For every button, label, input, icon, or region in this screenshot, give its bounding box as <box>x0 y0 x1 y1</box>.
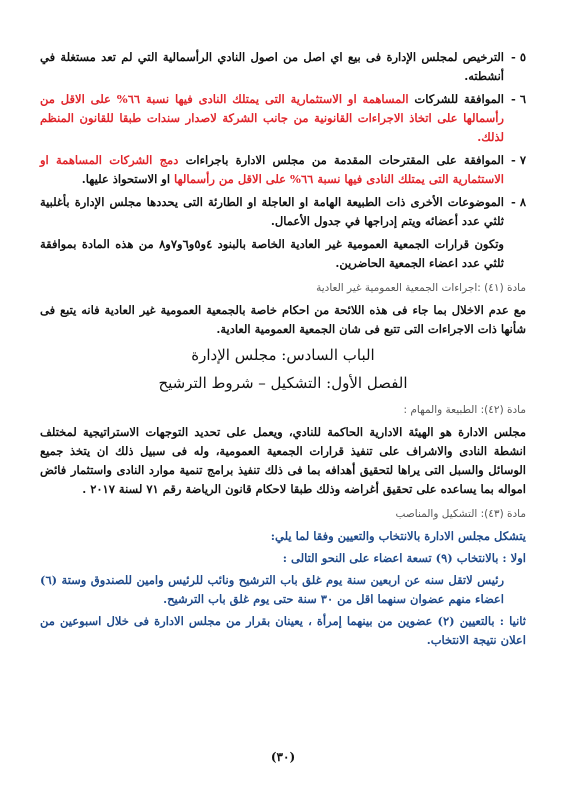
item-number: ٦ - <box>511 92 526 106</box>
list-item <box>40 90 526 147</box>
item-number: ٥ - <box>511 50 526 64</box>
article-43-title: مادة (٤٣): التشكيل والمناصب <box>395 508 526 520</box>
list-item <box>40 193 526 231</box>
article-42-title: مادة (٤٢): الطبيعة والمهام : <box>403 404 526 416</box>
list-item <box>40 151 526 189</box>
section-heading: الفصل الأول: التشكيل – شروط الترشيح <box>158 374 408 392</box>
list-item <box>40 48 526 86</box>
article-43-second: ثانيا : بالتعيين (٢) عضوين من بينهما إمرأة ، يعينان بقرار من مجلس الادارة فى خلال اسبوعين من اعلان نتيجة الانتخاب. <box>40 614 526 647</box>
item-text <box>40 90 504 147</box>
item-text-part: او الاستحواذ عليها. <box>81 172 175 186</box>
item-text-part: الترخيص لمجلس الإدارة فى بيع اي اصل من اصول النادي الرأسمالية التي لم تعد مستغلة في أنشطته. <box>40 50 504 83</box>
item-text <box>40 193 504 231</box>
article-41-title: مادة (٤١) :اجراءات الجمعية العمومية غير العادية <box>316 282 526 294</box>
numbered-list <box>40 48 526 231</box>
chapter-heading: الباب السادس: مجلس الإدارة <box>191 346 375 364</box>
item-text-part: الموضوعات الأخرى ذات الطبيعة الهامة او العاجلة او الطارئة التى يحددها مجلس الإدارة بأغلبية ثلثي عدد أعضائه ويتم إدراجها في جدول الأعمال. <box>40 195 504 228</box>
document-page <box>40 48 526 653</box>
item-number: ٨ - <box>511 195 526 209</box>
highlighted-text: دمج الشركات المساهمة او الاستثمارية التى يمتلك النادى فيها نسبة ٦٦% على الاقل من رأسمالها <box>40 153 504 186</box>
article-42-body: مجلس الادارة هو الهيئة الادارية الحاكمة للنادي، ويعمل على تحديد التوجهات الاستراتيجية لمختلف انشطة النادى والاشراف على تنفيذ قرارات الجمعية العمومية، وله فى سبيل ذلك ان يتخذ جميع الوسائل والسبل التى يراها لتحقيق أهدافه بما فى ذلك تنفيذ برامج تنمية موارد النادى واستثمار فائض امواله بما يساعده على تحقيق أغراضه وذلك طبقا لاحكام قانون الرياضة رقم ٧١ لسنة ٢٠١٧ . <box>40 425 526 496</box>
article-41-body: مع عدم الاخلال بما جاء فى هذه اللائحة من احكام خاصة بالجمعية العمومية غير العادية فانه يتبع فى شأنها ذات الاجراءات التى تتبع فى شان الجمعية العمومية العادية. <box>40 303 526 336</box>
page-number: (٣٠) <box>270 750 296 764</box>
highlighted-text: المساهمة او الاستثمارية التى يمتلك النادى فيها نسبة ٦٦% على الاقل من رأسمالها على اتخاذ الاجراءات القانونية من جانب الشركة لاصدار سندات طبقا للقانون المنظم لذلك. <box>40 92 504 144</box>
article-43-first-detail: رئيس لاتقل سنه عن اربعين سنة يوم غلق باب الترشيح ونائب للرئيس وامين للصندوق وستة (٦) اعضاء منهم عضوان سنهما اقل من ٣٠ سنة حتى يوم غلق باب الترشيح. <box>40 573 504 606</box>
article-43-intro: يتشكل مجلس الادارة بالانتخاب والتعيين وفقا لما يلي: <box>270 529 526 543</box>
item-text <box>40 151 504 189</box>
item-text-part: الموافقة للشركات <box>408 92 504 106</box>
item-text <box>40 48 504 86</box>
item-text-part: الموافقة على المقترحات المقدمة من مجلس الادارة باجراءات <box>178 153 505 167</box>
item-number: ٧ - <box>511 153 526 167</box>
closing-paragraph: وتكون قرارات الجمعية العمومية غير العادية الخاصة بالبنود ٤و٥و٦و٧و٨ من هذه المادة بموافقة ثلثي عدد اعضاء الجمعية الحاضرين. <box>40 237 504 270</box>
article-43-first-label: اولا : بالانتخاب (٩) تسعة اعضاء على النحو التالى : <box>282 551 526 565</box>
